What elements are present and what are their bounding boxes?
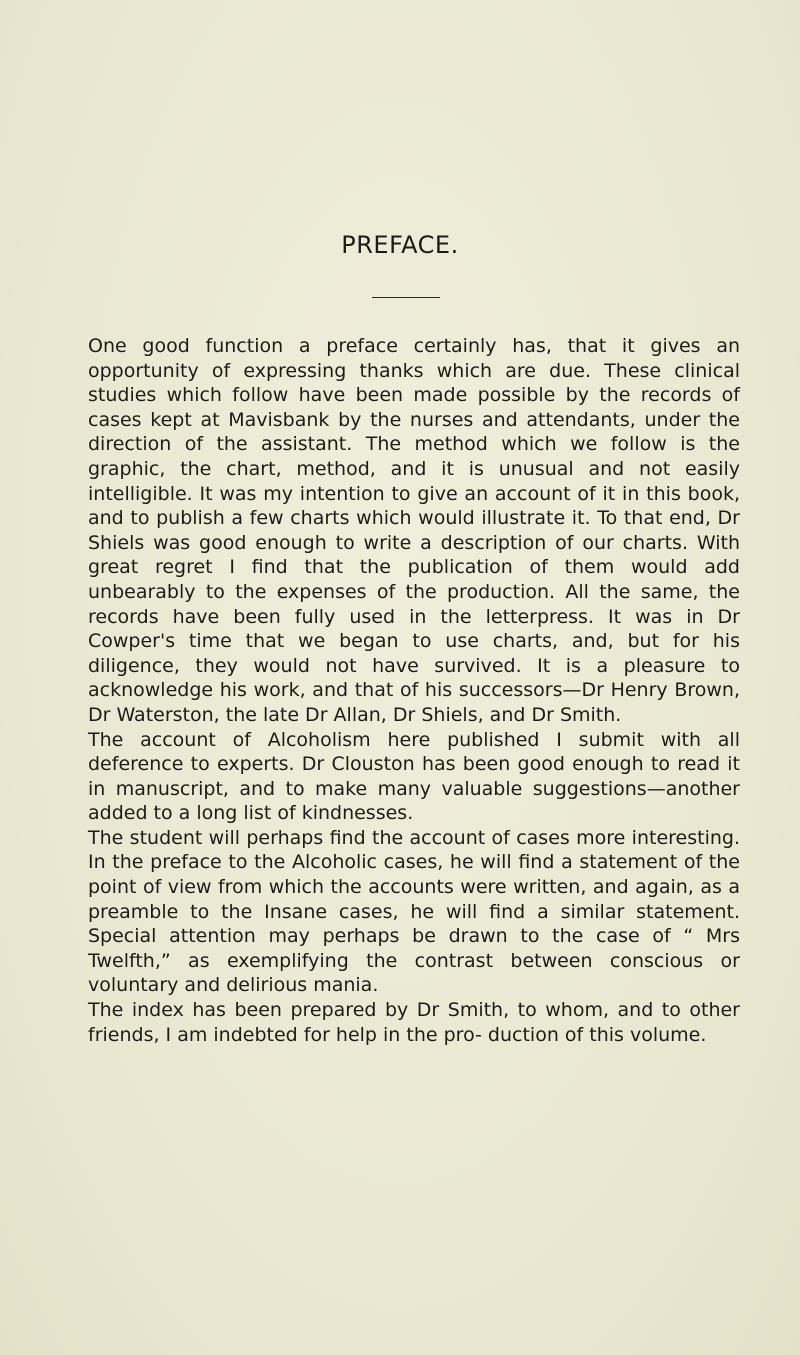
preface-body bbox=[88, 334, 740, 1047]
paragraph-alcoholism: The account of Alcoholism here published I submit with all deference to experts. Dr Clouston has been good enough to read it in manuscript, and to make many valuable suggestions—another added to a long list of kindnesses. bbox=[88, 728, 740, 825]
title-rule bbox=[372, 297, 440, 298]
page-title: PREFACE. bbox=[341, 231, 459, 259]
paragraph-index: The index has been prepared by Dr Smith, to whom, and to other friends, I am indebted for help in the pro- duction of this volume. bbox=[88, 999, 740, 1046]
paragraph-cases: The student will perhaps find the account of cases more interesting. In the preface to the Alcoholic cases, he will find a statement of the point of view from which the accounts were written, and again, as a preamble to the Insane cases, he will find a similar statement. Special attention may perhaps be drawn to the case of “ Mrs Twelfth,” as exemplifying the contrast between conscious or voluntary and delirious mania. bbox=[88, 826, 740, 997]
paragraph-acknowledgements: One good function a preface certainly has, that it gives an opportunity of expressing thanks which are due. These clinical studies which follow have been made possible by the records of cases kept at Mavisbank by the nurses and attendants, under the direction of the assistant. The method which we follow is the graphic, the chart, method, and it is unusual and not easily intelligible. It was my intention to give an account of it in this book, and to publish a few charts which would illustrate it. To that end, Dr Shiels was good enough to write a description of our charts. With great regret I find that the publication of them would add unbearably to the expenses of the production. All the same, the records have been fully used in the letterpress. It was in Dr Cowper's time that we began to use charts, and, but for his diligence, they would not have survived. It is a pleasure to acknowledge his work, and that of his successors—Dr Henry Brown, Dr Waterston, the late Dr Allan, Dr Shiels, and Dr Smith. bbox=[88, 335, 740, 726]
